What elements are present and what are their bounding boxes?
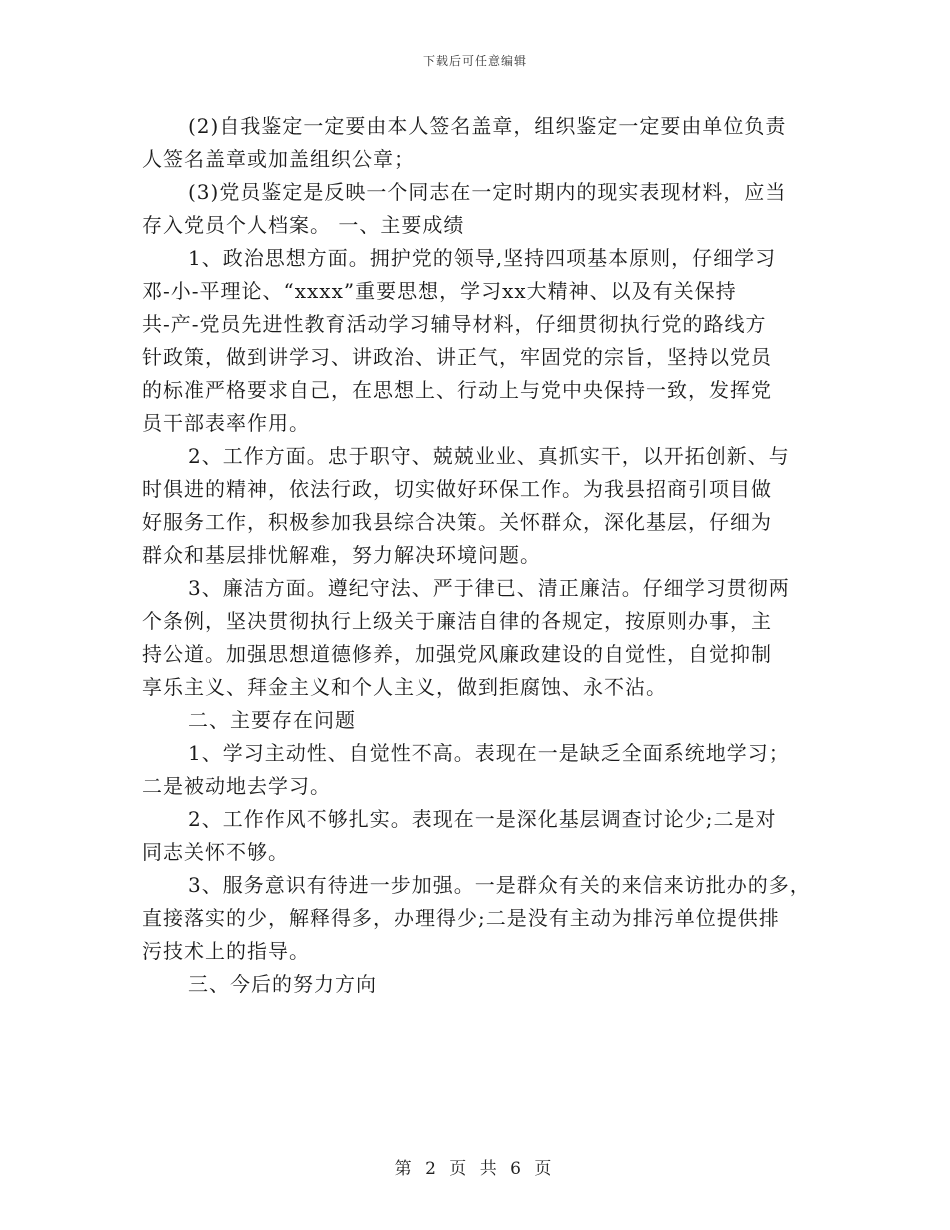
text-line: 好服务工作，积极参加我县综合决策。关怀群众，深化基层，仔细为 [142,510,772,534]
text-line: 同志关怀不够。 [142,840,289,864]
text-line: 个条例，坚决贯彻执行上级关于廉洁自律的各规定，按原则办事，主 [142,609,772,633]
document-body [142,110,822,1001]
text-line: 2、工作方面。忠于职守、兢兢业业、真抓实干，以开拓创新、与 [188,444,790,468]
text-line: 直接落实的少，解释得多，办理得少;二是没有主动为排污单位提供排 [142,906,780,930]
text-line: 享乐主义、拜金主义和个人主义，做到拒腐蚀、永不沾。 [142,675,667,699]
text-line: 1、学习主动性、自觉性不高。表现在一是缺乏全面系统地学习； [188,741,790,765]
text-line: 二是被动地去学习。 [142,774,331,798]
text-line: 人签名盖章或加盖组织公章； [142,147,415,171]
text-line: 3、廉洁方面。遵纪守法、严于律已、清正廉洁。仔细学习贯彻两 [188,576,790,600]
text-line: 群众和基层排忧解难，努力解决环境问题。 [142,543,541,567]
text-line: 员干部表率作用。 [142,411,310,435]
text-line: (3)党员鉴定是反映一个同志在一定时期内的现实表现材料，应当 [188,180,787,204]
text-line: 污技术上的指导。 [142,939,310,963]
page-header: 下载后可任意编辑 [422,54,527,68]
text-line: (2)自我鉴定一定要由本人签名盖章，组织鉴定一定要由单位负责 [188,114,787,138]
text-line: 持公道。加强思想道德修养，加强党风廉政建设的自觉性，自觉抑制 [142,642,772,666]
section-heading: 二、主要存在问题 [188,708,356,732]
text-line: 邓-小-平理论、“xxxx”重要思想，学习xx大精神、以及有关保持 [142,279,737,303]
text-line: 1、政治思想方面。拥护党的领导,坚持四项基本原则，仔细学习 [188,246,777,270]
text-line: 2、工作作风不够扎实。表现在一是深化基层调查讨论少;二是对 [188,807,777,831]
text-line: 共-产-党员先进性教育活动学习辅导材料，仔细贯彻执行党的路线方 [142,312,767,336]
text-line: 3、服务意识有待进一步加强。一是群众有关的来信来访批办的多， [188,873,811,897]
text-line: 存入党员个人档案。 一、主要成绩 [142,213,465,237]
text-line: 的标准严格要求自己，在思想上、行动上与党中央保持一致，发挥党 [142,378,772,402]
page-footer: 第 2 页 共 6 页 [394,1159,556,1179]
section-heading: 三、今后的努力方向 [188,972,377,996]
text-line: 针政策，做到讲学习、讲政治、讲正气，牢固党的宗旨，坚持以党员 [142,345,772,369]
text-line: 时俱进的精神，依法行政，切实做好环保工作。为我县招商引项目做 [142,477,772,501]
